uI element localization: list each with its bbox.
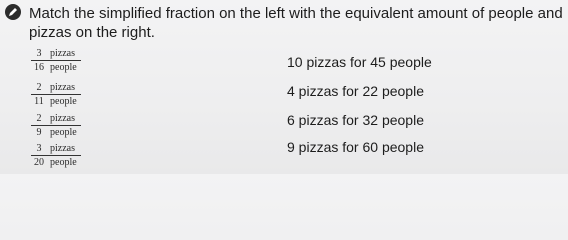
fraction-numerator: 3 bbox=[36, 48, 42, 59]
match-option[interactable]: 4 pizzas for 22 people bbox=[287, 83, 424, 99]
fraction-numerator-unit: pizzas bbox=[50, 48, 75, 59]
fraction-denominator: 9 bbox=[36, 127, 42, 138]
fraction-numerator-unit: pizzas bbox=[50, 143, 75, 154]
match-option[interactable]: 10 pizzas for 45 people bbox=[287, 54, 432, 70]
fraction-denominator: 11 bbox=[34, 96, 44, 107]
match-option[interactable]: 9 pizzas for 60 people bbox=[287, 139, 424, 155]
pencil-icon bbox=[5, 4, 21, 20]
fraction-item[interactable] bbox=[31, 82, 81, 107]
fraction-denominator: 16 bbox=[34, 62, 44, 73]
instruction-text: Match the simplified fraction on the left with the equivalent amount of people and pizzas on the right. bbox=[29, 5, 563, 41]
fraction-bar bbox=[31, 155, 81, 156]
fraction-bar bbox=[31, 125, 81, 126]
fraction-denominator: 20 bbox=[34, 157, 44, 168]
fraction-denominator-unit: people bbox=[50, 157, 77, 168]
fraction-item[interactable] bbox=[31, 113, 81, 138]
fraction-bar bbox=[31, 94, 81, 95]
fraction-item[interactable] bbox=[31, 48, 81, 73]
fraction-denominator-unit: people bbox=[50, 96, 77, 107]
fraction-denominator-unit: people bbox=[50, 62, 77, 73]
fraction-numerator: 2 bbox=[36, 113, 42, 124]
fraction-bar bbox=[31, 60, 81, 61]
fraction-item[interactable] bbox=[31, 143, 81, 168]
fraction-numerator-unit: pizzas bbox=[50, 82, 75, 93]
match-option[interactable]: 6 pizzas for 32 people bbox=[287, 112, 424, 128]
fraction-numerator: 2 bbox=[36, 82, 42, 93]
fraction-denominator-unit: people bbox=[50, 127, 77, 138]
fraction-numerator-unit: pizzas bbox=[50, 113, 75, 124]
fraction-numerator: 3 bbox=[36, 143, 42, 154]
